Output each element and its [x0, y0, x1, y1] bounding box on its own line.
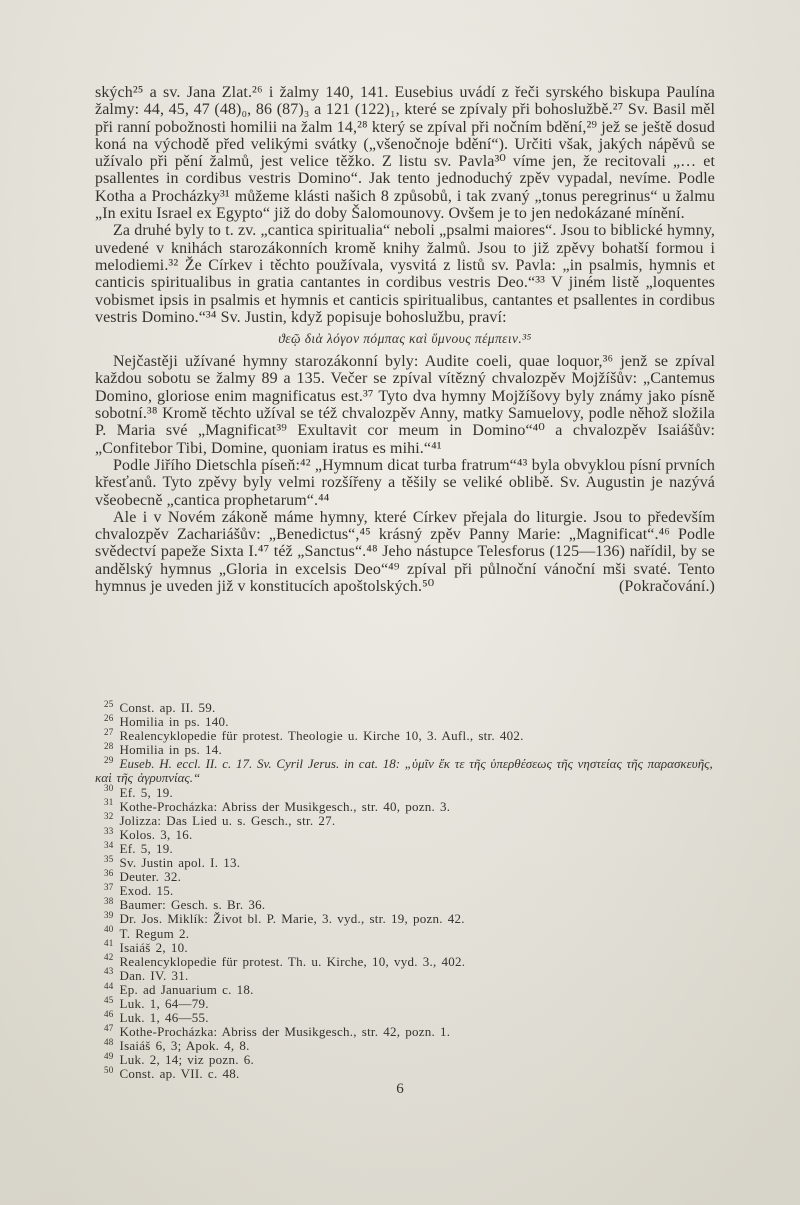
footnote-text: Ef. 5, 19. — [119, 840, 174, 856]
footnote-number: 45 — [104, 994, 114, 1005]
footnote-item — [95, 757, 717, 785]
footnote-item — [95, 994, 717, 1011]
footnote-item — [95, 825, 717, 842]
footnote-text: Isaiáš 2, 10. — [119, 939, 188, 955]
footnote-number: 37 — [104, 881, 114, 892]
footnote-text: T. Regum 2. — [119, 925, 190, 941]
footnote-text: Ef. 5, 19. — [119, 784, 174, 800]
footnote-number: 43 — [104, 966, 114, 977]
footnote-text: Luk. 1, 64—79. — [119, 995, 209, 1011]
paragraph-3: Nejčastěji užívané hymny starozákonní byly: Audite coeli, quae loquor,³⁶ jenž se zpíval každou sobotu se žalmy 89 a 135. Večer se zpíval vítězný chvalozpěv Mojžíšův: „Cantemus Domino, gloriose enim magnificatus est.³⁷ Tyto dva hymny Mojžíšovy byly známy jako písně sobotní.³⁸ Kromě těchto užíval se též chvalozpěv Anny, matky Samuelovy, podle něhož složila P. Maria své „Magnificat³⁹ Exultavit cor meum in Domino“⁴⁰ a chvalozpěv Isaiášův: „Confitebor Tibi, Domine, quoniam iratus es mihi.“⁴¹ — [95, 353, 715, 457]
page-number: 6 — [396, 1081, 404, 1097]
footnote-number: 25 — [104, 698, 114, 709]
footnote-item — [95, 811, 717, 828]
footnote-item — [95, 966, 717, 983]
footnote-text: Deuter. 32. — [119, 869, 182, 885]
footnote-number: 31 — [104, 797, 114, 808]
footnote-item — [95, 952, 717, 969]
footnote-number: 34 — [104, 839, 114, 850]
footnote-number: 41 — [104, 938, 114, 949]
footnote-number: 39 — [104, 910, 114, 921]
footnote-text: Jolizza: Das Lied u. s. Gesch., str. 27. — [119, 812, 336, 828]
footnote-item — [95, 938, 717, 955]
footnote-text: Kolos. 3, 16. — [119, 826, 193, 842]
footnote-item — [95, 698, 717, 715]
footnote-text: Euseb. H. eccl. II. c. 17. Sv. Cyril Jerus. in cat. 18: „ὑμῖν ἔκ τε τῆς ὑπερθέσεως τῆς νηστείας τῆς παρασκευῆς, καὶ τῆς ἀγρυπνίας.“ — [95, 756, 713, 786]
paragraph-5-text: Ale i v Novém zákoně máme hymny, které Církev přejala do liturgie. Jsou to především chvalozpěv Zachariášův: „Benedictus“,⁴⁵ krásný zpěv Panny Marie: „Magnificat“.⁴⁶ Podle svědectví papeže Sixta I.⁴⁷ též „Sanctus“.⁴⁸ Jeho nástupce Telesforus (125—136) nařídil, by se andělský hymnus „Gloria in excelsis Deo“⁴⁹ zpíval při půlnoční vánoční mši svaté. Tento hymnus je uveden již v konstitucích apoštolských.⁵⁰ — [95, 508, 715, 596]
footnote-number: 40 — [104, 924, 114, 935]
footnote-text: Luk. 1, 46—55. — [119, 1010, 209, 1026]
footnote-number: 28 — [104, 740, 114, 751]
footnote-text: Homilia in ps. 14. — [119, 742, 223, 758]
continuation-note: (Pokračování.) — [618, 578, 715, 596]
greek-quote: ϑεῷ διὰ λόγον πόμπας καὶ ὕμνους πέμπειν.³⁵ — [278, 331, 532, 347]
footnote-item — [95, 853, 717, 871]
footnote-number: 33 — [104, 825, 114, 836]
footnote-number: 49 — [104, 1051, 114, 1062]
footnote-text: Exod. 15. — [119, 883, 174, 899]
footnote-item — [95, 924, 717, 941]
footnote-number: 50 — [104, 1065, 114, 1076]
footnotes-section — [95, 698, 717, 1082]
paragraph-2: Za druhé byly to t. zv. „cantica spiritualia“ neboli „psalmi maiores“. Jsou to biblické hymny, uvedené v knihách starozákonních kromě knihy žalmů. Jsou to již zpěvy bohatší formou i melodiemi.³² Že Církev i těchto používala, vysvitá z listů sv. Pavla: „in psalmis, hymnis et canticis spiritualibus in gratia cantantes in cordibus vestris Deo.“³³ V jiném listě „loquentes vobismet ipsis in psalmis et hymnis et canticis spiritualibus, cantantes et psallentes in cordibus vestris Domino.“³⁴ Sv. Justin, když popisuje bohoslužbu, praví: — [95, 222, 715, 326]
footnote-number: 44 — [104, 980, 114, 991]
footnote-number: 47 — [104, 1022, 114, 1033]
footnote-text: Ep. ad Januarium c. 18. — [119, 981, 254, 997]
footnote-item — [95, 797, 717, 814]
footnote-text: Const. ap. II. 59. — [119, 700, 216, 715]
footnote-number: 48 — [104, 1036, 114, 1047]
footnote-text: Isaiáš 6, 3; Apok. 4, 8. — [119, 1038, 250, 1054]
footnote-text: Realencyklopedie für protest. Theologie u. Kirche 10, 3. Aufl., str. 402. — [119, 728, 524, 744]
footnote-text: Const. ap. VII. c. 48. — [119, 1066, 240, 1082]
footnote-item — [95, 839, 717, 856]
footnote-text: Sv. Justin apol. I. 13. — [119, 855, 241, 871]
footnote-text: Dan. IV. 31. — [119, 967, 189, 983]
footnote-item — [95, 783, 717, 800]
footnote-text: Kothe-Procházka: Abriss der Musikgesch., str. 40, pozn. 3. — [119, 798, 451, 814]
footnote-number: 42 — [104, 952, 114, 963]
paragraph-4: Podle Jiřího Dietschla píseň:⁴² „Hymnum dicat turba fratrum“⁴³ byla obvyklou písní prvních křesťanů. Tyto zpěvy byly velmi rozšířeny a těšily se veliké oblibě. Sv. Augustin je nazývá všeobecně „cantica prophetarum“.⁴⁴ — [95, 456, 715, 509]
paragraph-1: ských²⁵ a sv. Jana Zlat.²⁶ i žalmy 140, 141. Eusebius uvádí z řeči syrského biskupa Paulína žalmy: 44, 45, 47 (48)₀, 86 (87)₃ a 121 (122)₁, které se zpívaly při bohoslužbě.²⁷ Sv. Basil měl při ranní pobožnosti homilii na žalm 14,²⁸ který se zpíval při nočním bdění,²⁹ jež se ještě dosud koná na východě před velikými svátky („všenočnoje bdění“). Určiti však, jakých nápěvů se užívalo při pění žalmů, jest velice těžko. Z listu sv. Pavla³⁰ víme jen, že recitovali „… et psallentes in cordibus vestris Domino“. Jak tento jednoduchý zpěv vypadal, nevíme. Podle Kotha a Procházky³¹ můžeme klásti našich 8 způsobů, i tak zvaný „tonus peregrinus“ u žalmu „In exitu Israel ex Egypto“ již do doby Šalomounovy. Ovšem je to jen nedokázané mínění. — [95, 84, 715, 223]
footnote-number: 32 — [104, 811, 114, 822]
footnote-item — [95, 1067, 717, 1081]
footnote-text: Dr. Jos. Miklík: Život bl. P. Marie, 3. vyd., str. 19, pozn. 42. — [119, 911, 465, 927]
footnote-text: Baumer: Gesch. s. Br. 36. — [119, 897, 266, 913]
footnote-text: Luk. 2, 14; viz pozn. 6. — [119, 1052, 254, 1068]
paragraph-5 — [95, 509, 715, 595]
footnote-number: 30 — [104, 783, 114, 794]
footnote-text: Homilia in ps. 140. — [119, 714, 229, 730]
footnote-number: 36 — [104, 867, 114, 878]
footnote-number: 35 — [104, 853, 114, 864]
footnote-item — [95, 980, 717, 997]
footnote-number: 38 — [104, 895, 114, 906]
footnote-item — [95, 912, 717, 926]
footnote-text: Kothe-Procházka: Abriss der Musikgesch., str. 42, pozn. 1. — [119, 1024, 451, 1040]
footnote-number: 26 — [104, 712, 114, 723]
footnote-text: Realencyklopedie für protest. Th. u. Kirche, 10, vyd. 3., 402. — [119, 953, 466, 969]
footnote-number: 29 — [104, 755, 114, 766]
footnote-number: 46 — [104, 1008, 114, 1019]
body-text — [95, 84, 715, 595]
footnote-item — [95, 867, 717, 885]
footnote-number: 27 — [104, 726, 114, 737]
